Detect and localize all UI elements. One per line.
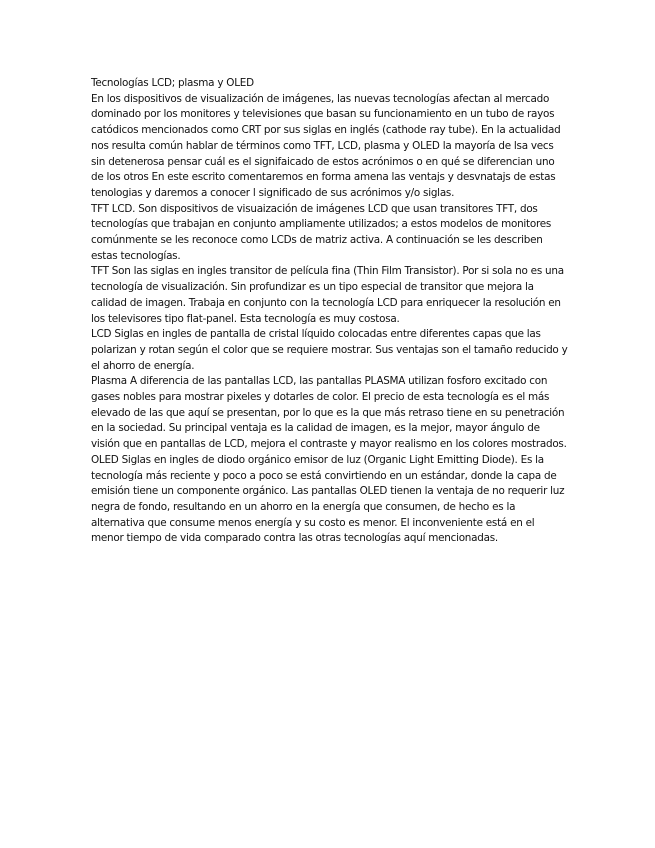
- paragraph-oled: OLED Siglas en ingles de diodo orgánico emisor de luz (Organic Light Emitting Diode). Es la tecnología más reciente y poco a poco se está convirtiendo en un estándar, donde la capa de emisión tiene un componente orgánico. Las pantallas OLED tienen la ventaja de no requerir luz negra de fondo, resultando en un ahorro en la energía que consumen, de hecho es la alternativa que consume menos energía y su costo es menor. El inconveniente está en el menor tiempo de vida comparado contra las otras tecnologías aquí mencionadas.: [91, 453, 565, 545]
- paragraph-tft-lcd: TFT LCD. Son dispositivos de visuaización de imágenes LCD que usan transitores TFT, dos tecnologías que trabajan en conjunto ampliamente utilizados; a estos modelos de monitores comúnmente se les reconoce como LCDs de matriz activa. A continuación se les describen estas tecnologías.: [91, 202, 552, 262]
- paragraph-plasma: Plasma A diferencia de las pantallas LCD, las pantallas PLASMA utilizan fosforo excitado con gases nobles para mostrar pixeles y dotarles de color. El precio de esta tecnología es el más elevado de las que aquí se presentan, por lo que es la que más retraso tiene en su penetración en la sociedad. Su principal ventaja es la calidad de imagen, es la mejor, mayor ángulo de visión que en pantallas de LCD, mejora el contraste y mayor realismo en los colores mostrados.: [91, 375, 567, 451]
- document-body: [91, 76, 569, 547]
- document-title: Tecnologías LCD; plasma y OLED: [91, 77, 254, 89]
- paragraph-intro: En los dispositivos de visualización de imágenes, las nuevas tecnologías afectan al mercado dominado por los monitores y televisiones que basan su funcionamiento en un tubo de rayos catódicos mencionados como CRT por sus siglas en inglés (cathode ray tube). En la actualidad nos resulta común hablar de términos como TFT, LCD, plasma y OLED la mayoría de lsa vecs sin detenerosa pensar cuál es el signifaicado de estos acrónimos o en qué se diferencian uno de los otros En este escrito comentaremos en forma amena las ventajs y desvnatajs de estas tenologias y daremos a conocer l significado de sus acrónimos y/o siglas.: [91, 92, 561, 199]
- paragraph-lcd: LCD Siglas en ingles de pantalla de cristal líquido colocadas entre diferentes capas que las polarizan y rotan según el color que se requiere mostrar. Sus ventajas son el tamaño reducido y el ahorro de energía.: [91, 328, 568, 372]
- paragraph-tft: TFT Son las siglas en ingles transitor de película fina (Thin Film Transistor). Por si sola no es una tecnología de visualización. Sin profundizar es un tipo especial de transitor que mejora la calidad de imagen. Trabaja en conjunto con la tecnología LCD para enriquecer la resolución en los televisores tipo flat-panel. Esta tecnología es muy costosa.: [91, 265, 564, 325]
